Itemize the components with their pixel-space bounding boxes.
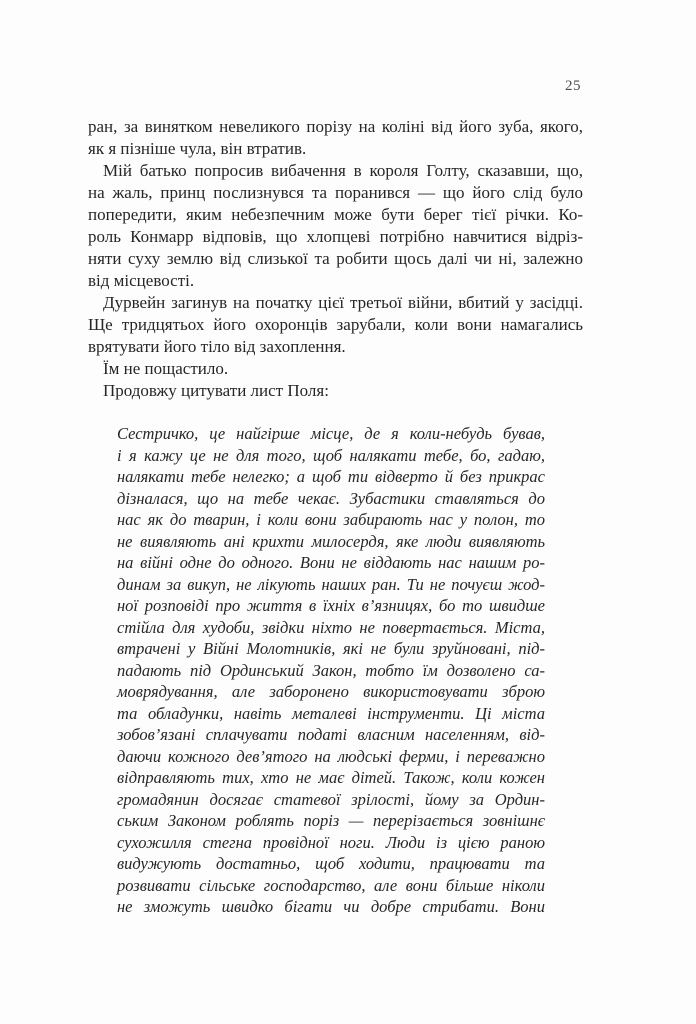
text-line: від місцевості. — [88, 271, 195, 290]
text-line: розвивати сільське господарство, але вони більше ніколи — [117, 875, 545, 895]
paragraph — [88, 380, 583, 402]
text-line: відправляють тих, хто не має дітей. Також, коли кожен — [117, 768, 545, 787]
text-line: дізналася, що на тебе чекає. Зубастики ставляться до — [117, 488, 545, 508]
text-line: нас як до тварин, і коли вони забирають нас у полон, то — [117, 510, 545, 529]
paragraph — [88, 116, 583, 160]
paragraph — [88, 160, 583, 292]
letter-quote — [117, 423, 545, 918]
text-line: видужують достатньо, щоб ходити, працювати та — [117, 854, 545, 873]
text-line: динам за викуп, не лікують наших ран. Ти не почуєш жод- — [117, 574, 545, 594]
text-line: няти суху землю від слизької та робити щось далі чи ні, залежно — [88, 249, 583, 268]
text-line: роль Конмарр відповів, що хлопцеві потрібно навчитися відріз- — [88, 227, 583, 246]
text-line: Сестричко, це найгірше місце, де я коли-небудь бував, — [117, 424, 545, 443]
text-line: Продовжу цитувати лист Поля: — [103, 381, 329, 400]
text-line: ран, за винятком невеликого порізу на коліні від його зуба, якого, — [88, 117, 583, 136]
page-number: 25 — [565, 78, 581, 94]
body-text — [88, 116, 583, 402]
text-line: Їм не пощастило. — [103, 359, 229, 378]
text-line: попередити, яким небезпечним може бути берег тієї річки. Ко- — [88, 205, 583, 224]
text-line: стійла для худоби, звідки ніхто не повертається. Міста, — [117, 617, 545, 637]
text-line: на жаль, принц послизнувся та поранився — що його слід було — [88, 183, 583, 202]
paragraph — [88, 358, 583, 380]
text-line: даючи кожного дев’ятого на людські ферми, і переважно — [117, 746, 545, 766]
text-line: громадянин досягає статевої зрілості, йому за Ордин- — [117, 789, 545, 809]
text-line: і я кажу це не для того, щоб налякати тебе, бо, гадаю, — [117, 445, 545, 465]
text-line: та обладунки, навіть металеві інструменти. Ці міста — [117, 703, 545, 723]
text-line: не виявляють ані крихти милосердя, яке люди виявляють — [117, 531, 545, 551]
text-line: ної розповіді про життя в їхніх в’язницях, бо то швидше — [117, 596, 545, 615]
text-line: на війні одне до одного. Вони не віддають нас нашим ро- — [117, 553, 545, 572]
text-line: Ще тридцятьох його охоронців зарубали, коли вони намагались — [88, 315, 583, 334]
paragraph — [88, 292, 583, 358]
text-line: зобов’язані сплачувати податі власним населенням, від- — [117, 725, 545, 744]
text-line: як я пізніше чула, він втратив. — [88, 139, 307, 158]
text-line: налякати тебе нелегко; а щоб ти відверто й без прикрас — [117, 467, 545, 486]
text-line: моврядування, але заборонено використовувати зброю — [117, 682, 545, 701]
text-line: втрачені у Війні Молотників, які не були зруйновані, під- — [117, 639, 545, 658]
text-line: не зможуть швидко бігати чи добре стрибати. Вони — [117, 897, 545, 916]
text-line: врятувати його тіло від захоплення. — [88, 337, 346, 356]
text-line: ським Законом роблять поріз — перерізається зовнішнє — [117, 811, 545, 830]
text-line: Мій батько попросив вибачення в короля Голту, сказавши, що, — [103, 161, 583, 180]
text-line: падають під Ординський Закон, тобто їм дозволено са- — [117, 660, 545, 680]
text-line: Дурвейн загинув на початку цієї третьої війни, вбитий у засідці. — [103, 293, 583, 312]
text-line: сухожилля стегна провідної ноги. Люди із цією раною — [117, 832, 545, 852]
